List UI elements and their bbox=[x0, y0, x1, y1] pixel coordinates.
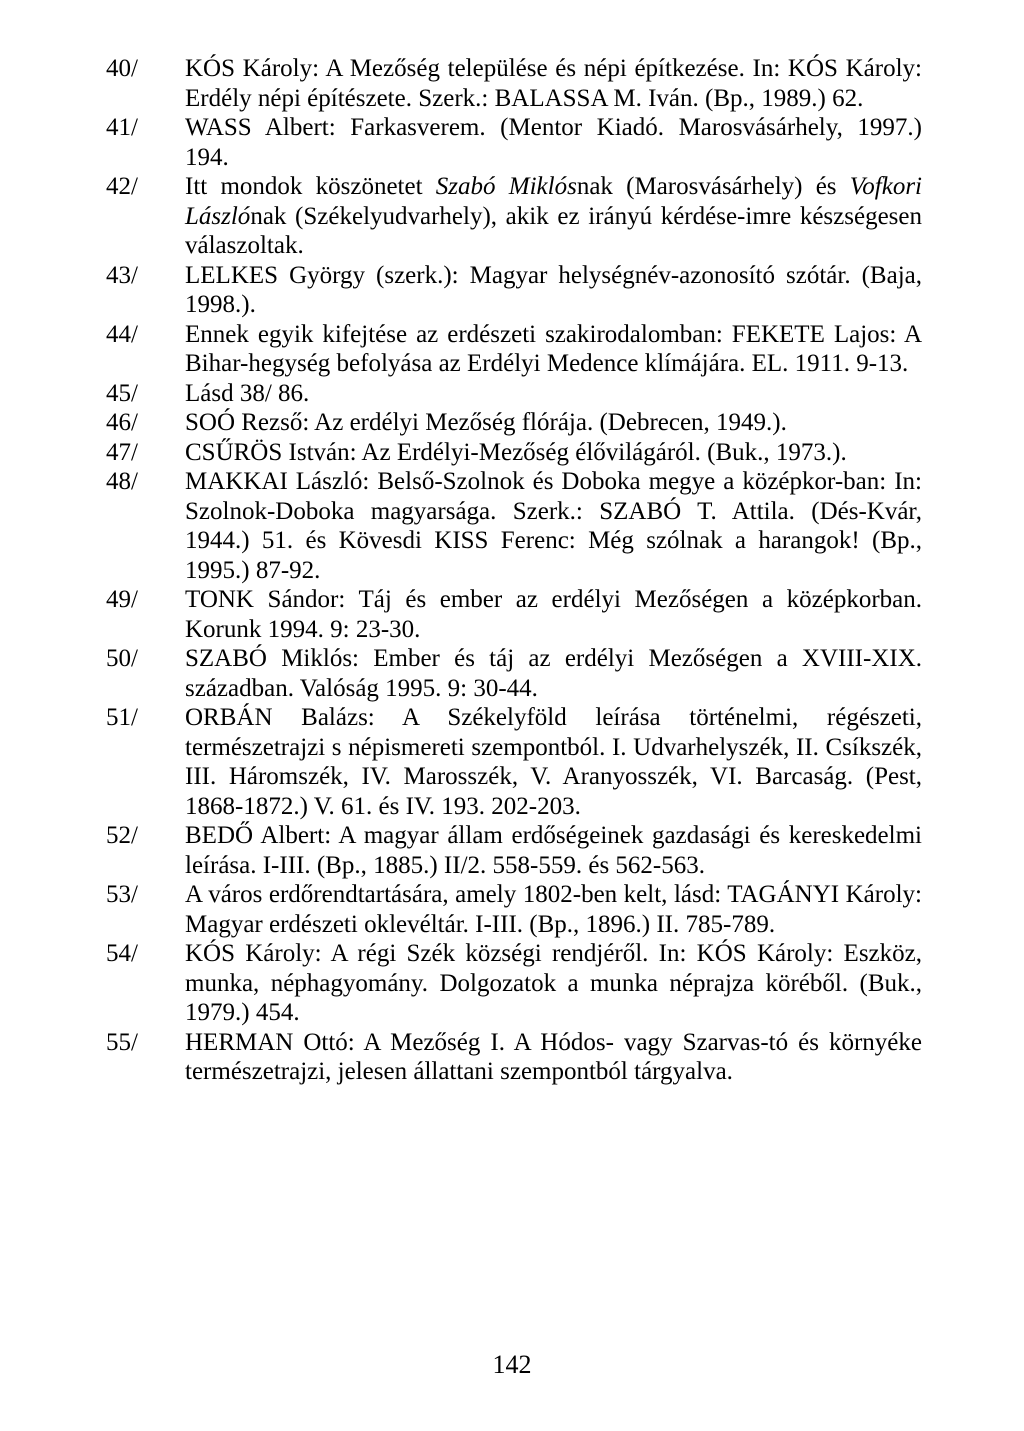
endnote-number: 45/ bbox=[106, 379, 138, 407]
endnote-text: KÓS Károly: A régi Szék községi rendjéről. In: KÓS Károly: Eszköz, munka, néphagyomány. Dolgozatok a munka néprajza köréből. (Buk., 1979.) 454. bbox=[185, 940, 922, 1026]
endnote-number: 46/ bbox=[106, 409, 138, 436]
endnote-54 bbox=[106, 939, 922, 1028]
endnote-52 bbox=[106, 821, 922, 880]
person-name-italic: Szabó Miklós bbox=[435, 173, 577, 200]
endnote-number: 54/ bbox=[106, 940, 138, 967]
endnote-40 bbox=[106, 54, 922, 113]
endnote-number: 48/ bbox=[106, 468, 138, 495]
endnote-50 bbox=[106, 644, 922, 703]
endnote-number: 52/ bbox=[106, 822, 138, 849]
endnote-48 bbox=[106, 467, 922, 585]
endnote-text: MAKKAI László: Belső-Szolnok és Doboka megye a középkor-ban: In: Szolnok-Doboka magyarsága. Szerk.: SZABÓ T. Attila. (Dés-Kvár, 1944.) 51. és Kövesdi KISS Ferenc: Még szólnak a harangok! (Bp., 1995.) 87-92. bbox=[185, 468, 922, 584]
endnote-number: 53/ bbox=[106, 881, 138, 908]
endnote-text: SZABÓ Miklós: Ember és táj az erdélyi Mezőségen a XVIII-XIX. században. Valóság 1995. 9: 30-44. bbox=[185, 645, 922, 702]
endnote-text-part: Itt mondok köszönetet bbox=[185, 173, 436, 200]
endnote-42 bbox=[106, 172, 922, 261]
endnote-number: 40/ bbox=[106, 55, 138, 82]
endnote-number: 43/ bbox=[106, 261, 138, 289]
endnote-text: TONK Sándor: Táj és ember az erdélyi Mezőségen a középkorban. Korunk 1994. 9: 23-30. bbox=[185, 586, 922, 643]
endnote-number: 50/ bbox=[106, 645, 138, 672]
endnote-43 bbox=[106, 261, 922, 320]
endnote-text: SOÓ Rezső: Az erdélyi Mezőség flórája. (Debrecen, 1949.). bbox=[185, 409, 787, 436]
endnote-text: WASS Albert: Farkasverem. (Mentor Kiadó. Marosvásárhely, 1997.) 194. bbox=[185, 114, 922, 171]
endnote-41 bbox=[106, 113, 922, 172]
endnote-text: Ennek egyik kifejtése az erdészeti szakirodalomban: FEKETE Lajos: A Bihar-hegység befolyása az Erdélyi Medence klímájára. EL. 1911. 9-13. bbox=[185, 320, 922, 377]
endnote-text: HERMAN Ottó: A Mezőség I. A Hódos- vagy Szarvas-tó és környéke természetrajzi, jelesen állattani szempontból tárgyalva. bbox=[185, 1028, 922, 1085]
endnote-number: 49/ bbox=[106, 586, 138, 613]
endnote-47 bbox=[106, 438, 922, 468]
endnote-text: BEDŐ Albert: A magyar állam erdőségeinek gazdasági és kereskedelmi leírása. I-III. (Bp., 1885.) II/2. 558-559. és 562-563. bbox=[185, 822, 922, 879]
endnote-49 bbox=[106, 585, 922, 644]
endnote-number: 44/ bbox=[106, 320, 138, 348]
endnote-number: 47/ bbox=[106, 438, 138, 466]
endnotes-list bbox=[106, 54, 922, 1087]
endnote-51 bbox=[106, 703, 922, 821]
endnote-text: CSŰRÖS István: Az Erdélyi-Mezőség élővilágáról. (Buk., 1973.). bbox=[185, 438, 847, 466]
endnote-number: 42/ bbox=[106, 173, 138, 200]
endnote-53 bbox=[106, 880, 922, 939]
endnote-text: ORBÁN Balázs: A Székelyföld leírása történelmi, régészeti, természetrajzi s népismereti szempontból. I. Udvarhelyszék, II. Csíkszék, III. Háromszék, IV. Marosszék, V. Aranyosszék, VI. Barcaság. (Pest, 1868-1872.) V. 61. és IV. 193. 202-203. bbox=[185, 704, 922, 820]
endnote-55 bbox=[106, 1028, 922, 1087]
endnote-text: Lásd 38/ 86. bbox=[185, 379, 310, 407]
endnote-45 bbox=[106, 379, 922, 409]
person-name-italic: Vofkori László bbox=[185, 173, 922, 230]
page-number: 142 bbox=[492, 1350, 532, 1379]
endnote-46 bbox=[106, 408, 922, 438]
endnote-text-part: nak (Székelyudvarhely), akik ez irányú kérdése-imre készségesen válaszoltak. bbox=[185, 202, 922, 259]
endnote-number: 41/ bbox=[106, 114, 138, 141]
endnote-text-part: nak (Marosvásárhely) és bbox=[576, 173, 850, 200]
endnote-text bbox=[185, 172, 922, 261]
endnote-text: LELKES György (szerk.): Magyar helységnév-azonosító szótár. (Baja, 1998.). bbox=[185, 261, 922, 318]
endnote-text: A város erdőrendtartására, amely 1802-ben kelt, lásd: TAGÁNYI Károly: Magyar erdészeti oklevéltár. I-III. (Bp., 1896.) II. 785-789. bbox=[185, 881, 922, 938]
endnote-number: 51/ bbox=[106, 704, 138, 731]
endnote-text: KÓS Károly: A Mezőség települése és népi építkezése. In: KÓS Károly: Erdély népi építészete. Szerk.: BALASSA M. Iván. (Bp., 1989.) 62. bbox=[185, 55, 922, 112]
endnote-44 bbox=[106, 320, 922, 379]
endnote-number: 55/ bbox=[106, 1028, 138, 1056]
